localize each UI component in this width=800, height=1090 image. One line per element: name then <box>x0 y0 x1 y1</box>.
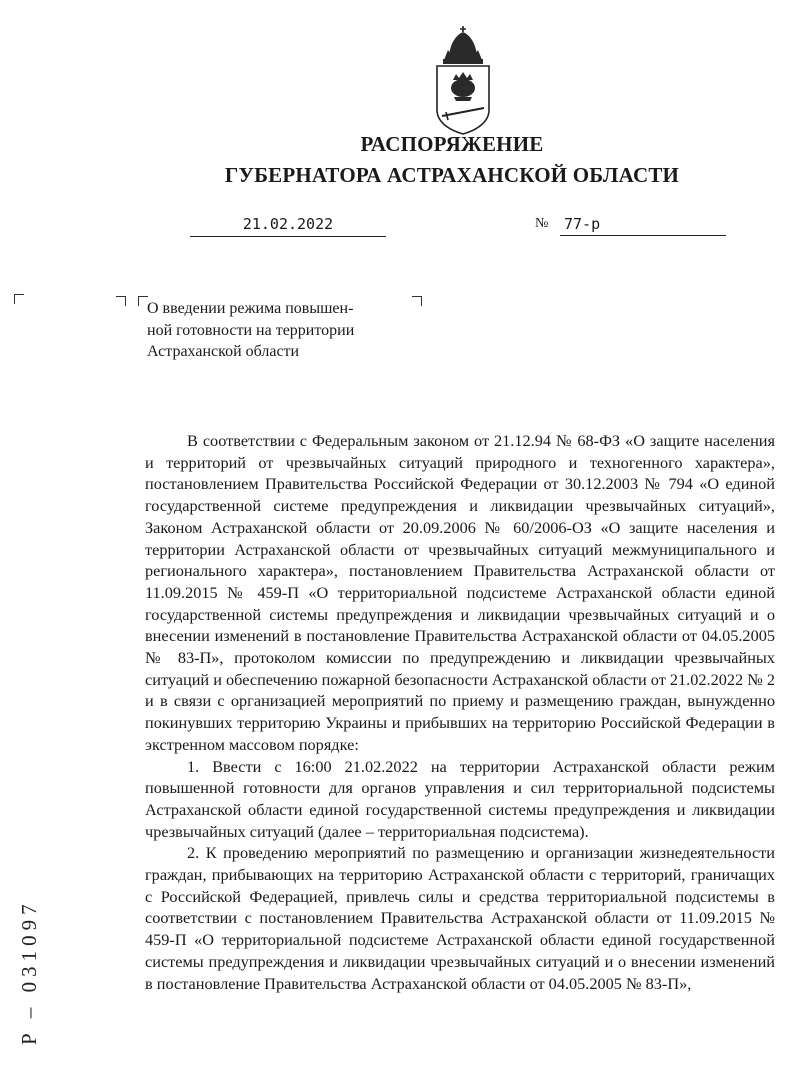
issuer-title: ГУБЕРНАТОРА АСТРАХАНСКОЙ ОБЛАСТИ <box>224 163 680 187</box>
document-date: 21.02.2022 <box>190 212 386 237</box>
preamble-paragraph: В соответствии с Федеральным законом от 21.12.94 № 68-ФЗ «О защите населения и территорий от чрезвычайных ситуаций природного и техногенного характера», постановлением Правительства Российской Федерации от 30.12.2003 № 794 «О единой государственной системе предупреждения и ликвидации чрезвычайных ситуаций», Законом Астраханской области от 20.09.2006 № 60/2006-ОЗ «О защите населения и территории Астраханской области от чрезвычайных ситуаций межмуниципального и регионального характера», постановлением Правительства Астраханской области от 11.09.2015 № 459-П «О территориальной подсистеме Астраханской области единой государственной системы предупреждения и ликвидации чрезвычайных ситуаций и о внесении изменений в постановление Правительства Астраханской области от 04.05.2005 № 83-П», протоколом комиссии по предупреждению и ликвидации чрезвычайных ситуаций и обеспечению пожарной безопасности Астраханской области от 21.02.2022 № 2 и в связи с организацией мероприятий по приему и размещению граждан, вынужденно покинувших территорию Украины и прибывших на территорию Российской Федерации в экстренном массовом порядке: <box>145 431 775 754</box>
document-subject <box>147 298 417 363</box>
document-number: 77-р <box>560 212 726 236</box>
margin-serial-number: Р – 031097 <box>17 899 41 1045</box>
document-type-title: РАСПОРЯЖЕНИЕ <box>360 132 544 156</box>
address-corner-mark <box>14 294 24 304</box>
document-body <box>145 430 775 994</box>
subject-corner-mark <box>116 296 126 306</box>
subject-line: О введении режима повышен- <box>147 300 354 317</box>
subject-line: Астраханской области <box>147 343 300 360</box>
subject-line: ной готовности на территории <box>147 321 355 339</box>
clause-2-paragraph: 2. К проведению мероприятий по размещению и организации жизнедеятельности граждан, прибывающих на территорию Астраханской области с территорий, граничащих с Российской Федерацией, привлечь силы и средства территориальной подсистемы в соответствии с постановлением Правительства Астраханской области от 11.09.2015 № 459-П «О территориальной подсистеме Астраханской области единой государственной системы предупреждения и ликвидации чрезвычайных ситуаций и о внесении изменений в постановление Правительства Астраханской области от 04.05.2005 № 83-П», <box>145 843 775 993</box>
clause-1-paragraph: 1. Ввести с 16:00 21.02.2022 на территории Астраханской области режим повышенной готовности для органов управления и сил территориальной подсистемы Астраханской области единой государственной системы предупреждения и ликвидации чрезвычайных ситуаций (далее – территориальная подсистема). <box>145 756 775 841</box>
astrakhan-coat-of-arms-icon <box>432 24 494 136</box>
number-label: № <box>535 216 549 231</box>
